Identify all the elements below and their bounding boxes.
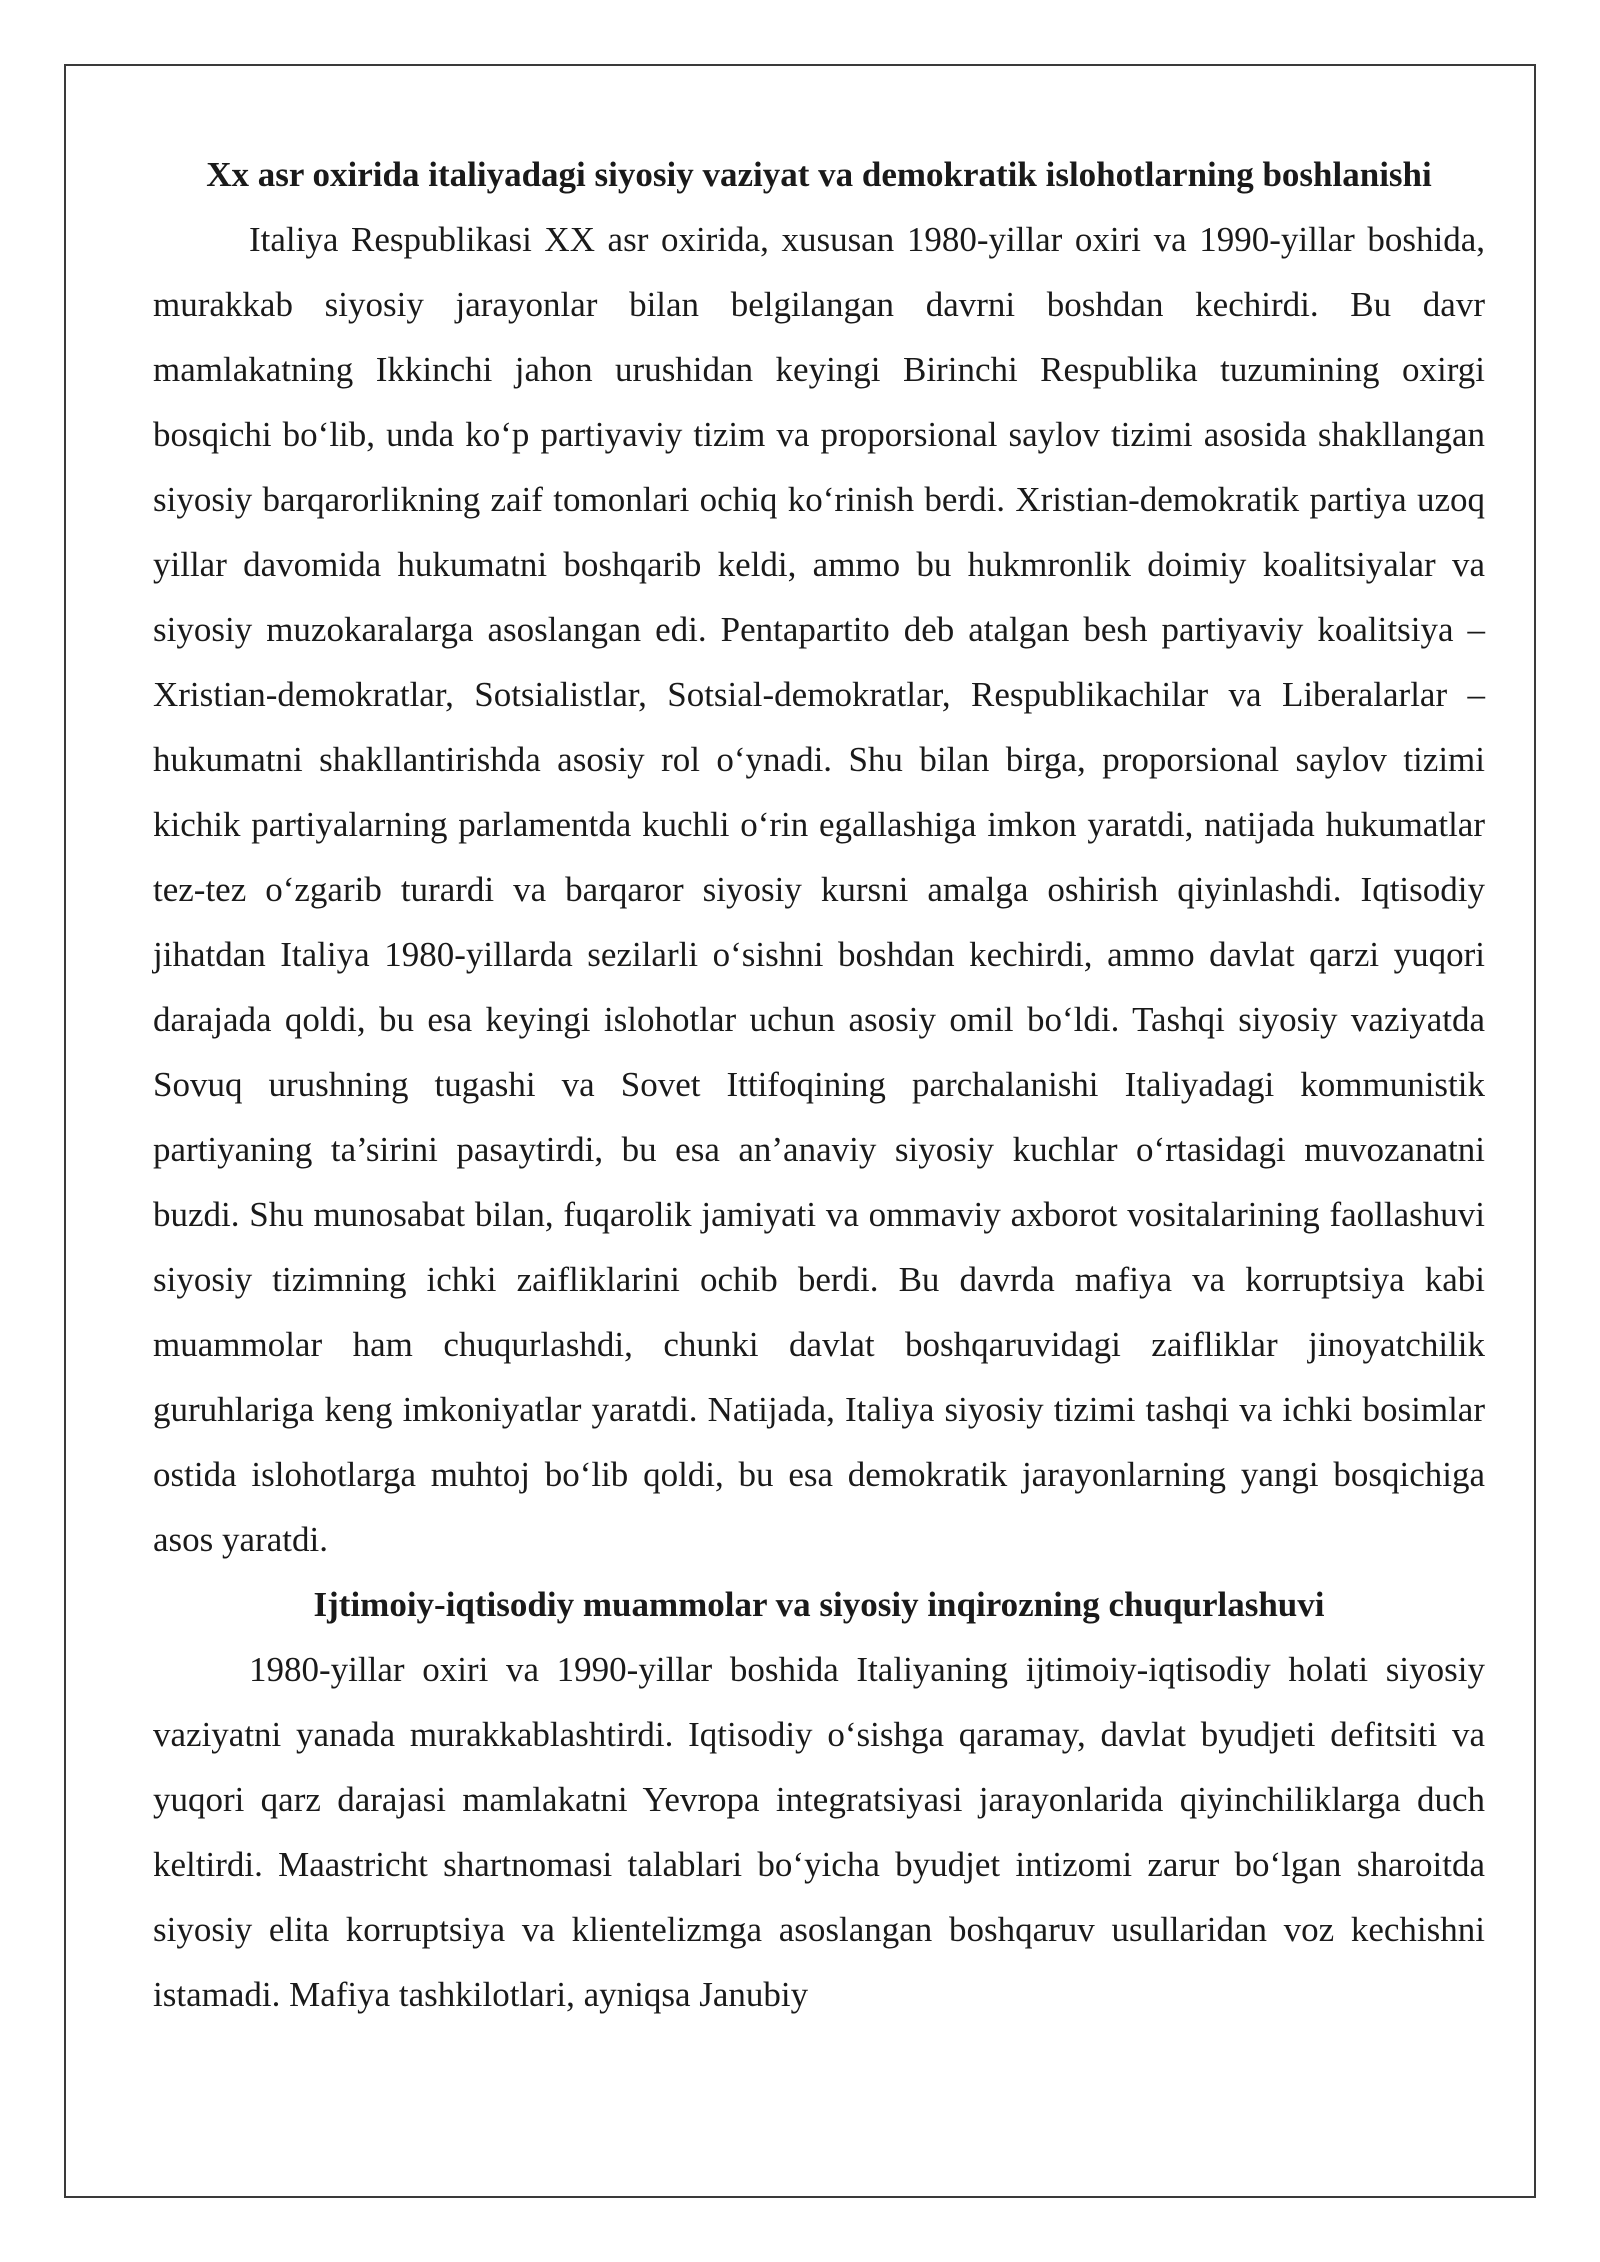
paragraph-2: 1980-yillar oxiri va 1990-yillar boshida Italiyaning ijtimoiy-iqtisodiy holati siyosiy vaziyatni yanada murakkablashtirdi. Iqtisodiy o‘sishga qaramay, davlat byudjeti defitsiti va yuqori qarz darajasi mamlakatni Yevropa integratsiyasi jarayonlarida qiyinchiliklarga duch keltirdi. Maastricht shartnomasi talablari bo‘yicha byudjet intizomi zarur bo‘lgan sharoitda siyosiy elita korruptsiya va klientelizmga asoslangan boshqaruv usullaridan voz kechishni istamadi. Mafiya tashkilotlari, ayniqsa Janubiy (153, 1650, 1485, 2014)
section-heading-1: Xx asr oxirida italiyadagi siyosiy vaziyat va demokratik islohotlarning boshlanishi (206, 155, 1432, 194)
section-heading-2: Ijtimoiy-iqtisodiy muammolar va siyosiy inqirozning chuqurlashuvi (313, 1585, 1325, 1624)
document-body (153, 142, 1485, 2027)
paragraph-1: Italiya Respublikasi XX asr oxirida, xususan 1980-yillar oxiri va 1990-yillar boshida, murakkab siyosiy jarayonlar bilan belgilangan davrni boshdan kechirdi. Bu davr mamlakatning Ikkinchi jahon urushidan keyingi Birinchi Respublika tuzumining oxirgi bosqichi bo‘lib, unda ko‘p partiyaviy tizim va proporsional saylov tizimi asosida shakllangan siyosiy barqarorlikning zaif tomonlari ochiq ko‘rinish berdi. Xristian-demokratik partiya uzoq yillar davomida hukumatni boshqarib keldi, ammo bu hukmronlik doimiy koalitsiyalar va siyosiy muzokaralarga asoslangan edi. Pentapartito deb atalgan besh partiyaviy koalitsiya – Xristian-demokratlar, Sotsialistlar, Sotsial-demokratlar, Respublikachilar va Liberalarlar – hukumatni shakllantirishda asosiy rol o‘ynadi. Shu bilan birga, proporsional saylov tizimi kichik partiyalarning parlamentda kuchli o‘rin egallashiga imkon yaratdi, natijada hukumatlar tez-tez o‘zgarib turardi va barqaror siyosiy kursni amalga oshirish qiyinlashdi. Iqtisodiy jihatdan Italiya 1980-yillarda sezilarli o‘sishni boshdan kechirdi, ammo davlat qarzi yuqori darajada qoldi, bu esa keyingi islohotlar uchun asosiy omil bo‘ldi. Tashqi siyosiy vaziyatda Sovuq urushning tugashi va Sovet Ittifoqining parchalanishi Italiyadagi kommunistik partiyaning ta’sirini pasaytirdi, bu esa an’anaviy siyosiy kuchlar o‘rtasidagi muvozanatni buzdi. Shu munosabat bilan, fuqarolik jamiyati va ommaviy axborot vositalarining faollashuvi siyosiy tizimning ichki zaifliklarini ochib berdi. Bu davrda mafiya va korruptsiya kabi muammolar ham chuqurlashdi, chunki davlat boshqaruvidagi zaifliklar jinoyatchilik guruhlariga keng imkoniyatlar yaratdi. Natijada, Italiya siyosiy tizimi tashqi va ichki bosimlar ostida islohotlarga muhtoj bo‘lib qoldi, bu esa demokratik jarayonlarning yangi bosqichiga asos yaratdi. (153, 220, 1485, 1559)
